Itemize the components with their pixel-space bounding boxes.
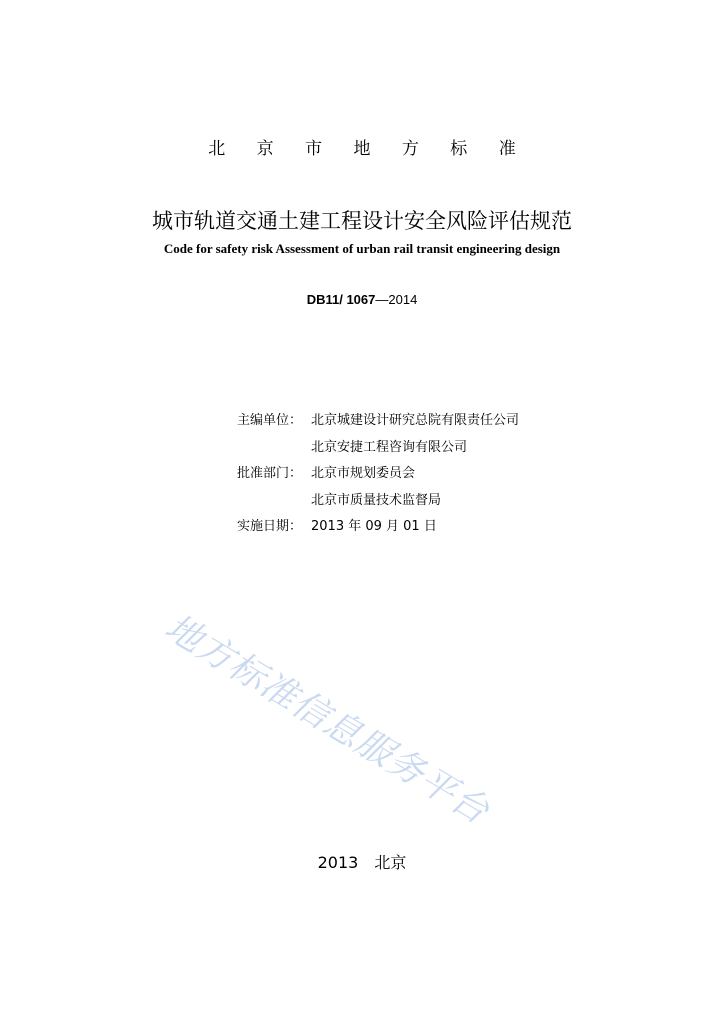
info-label-spacer xyxy=(237,489,311,516)
approval-label: 批准部门： xyxy=(237,466,303,481)
standard-code-number: DB11/ 1067 xyxy=(306,292,376,307)
standard-code-year: —2014 xyxy=(375,292,418,307)
document-title-zh: 城市轨道交通土建工程设计安全风险评估规范 xyxy=(152,209,572,233)
info-label-spacer xyxy=(237,436,311,463)
editor-value-2: 北京安捷工程咨询有限公司 xyxy=(311,439,468,455)
approval-value-1: 北京市规划委员会 xyxy=(311,466,416,481)
publication-info xyxy=(237,409,657,542)
info-row-editor xyxy=(237,409,657,436)
watermark: 地方标准信息服务平台 xyxy=(157,606,497,833)
info-row-approval xyxy=(237,462,657,489)
editor-value-1: 北京城建设计研究总院有限责任公司 xyxy=(311,413,520,428)
document-title-en: Code for safety risk Assessment of urban rail transit engineering design xyxy=(163,241,561,256)
info-row-date xyxy=(237,515,657,542)
date-value: 2013 年 09 月 01 日 xyxy=(311,519,437,534)
date-label: 实施日期： xyxy=(237,519,303,534)
footer-year: 2013 xyxy=(317,853,359,872)
publication-footer xyxy=(0,850,724,873)
approval-value-2: 北京市质量技术监督局 xyxy=(311,492,442,508)
standard-category: 北 京 市 地 方 标 准 xyxy=(208,139,529,159)
info-row-approval-2 xyxy=(237,489,657,516)
info-row-editor-2 xyxy=(237,436,657,463)
footer-city: 北京 xyxy=(374,853,407,872)
editor-label: 主编单位： xyxy=(237,413,303,428)
standard-code xyxy=(0,292,724,307)
